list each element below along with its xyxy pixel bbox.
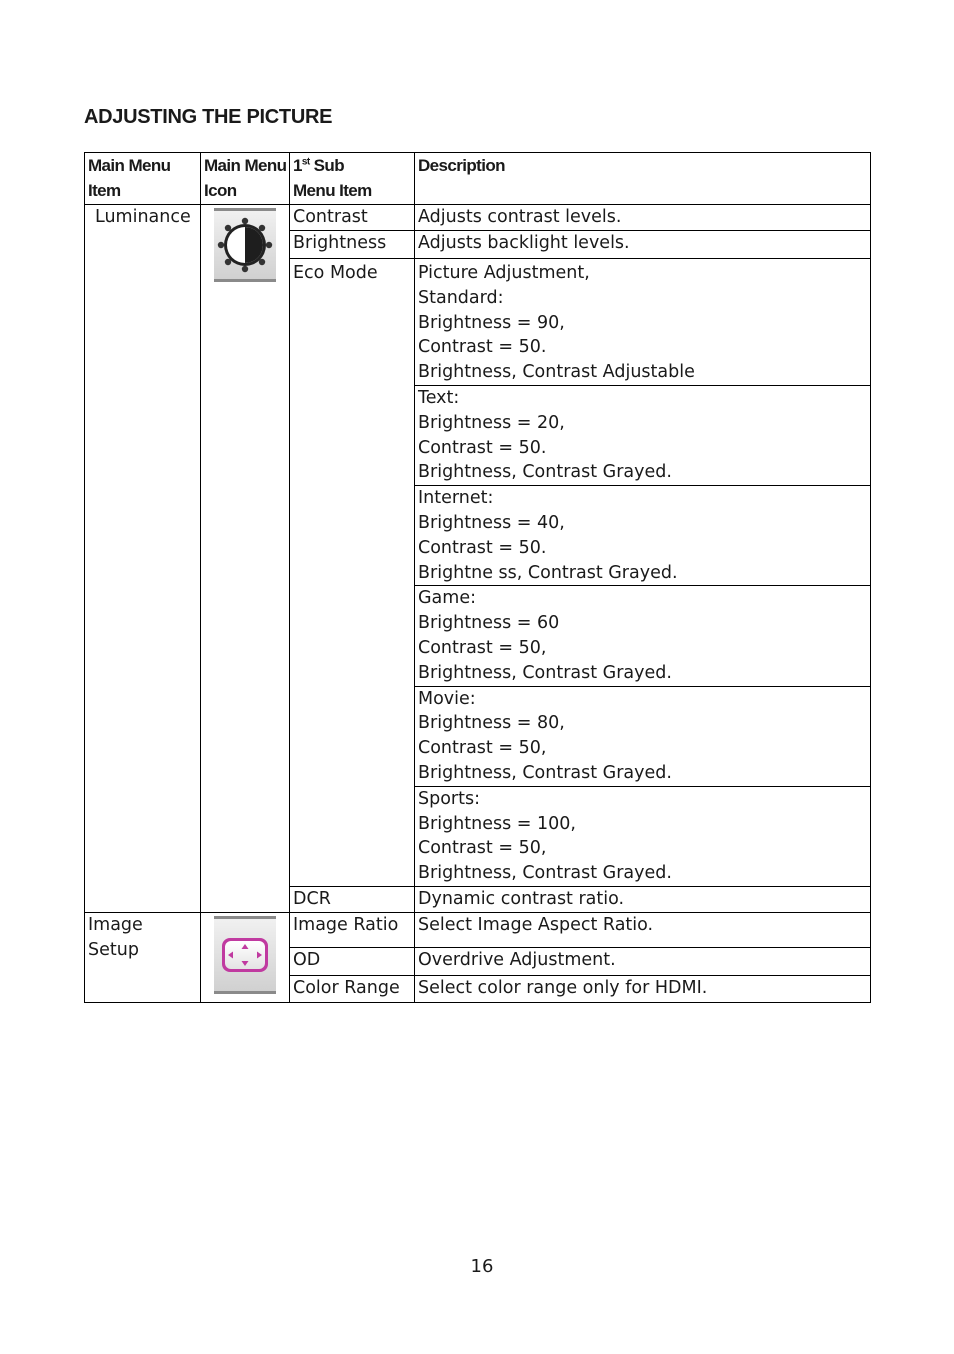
header-text: Icon <box>204 181 237 200</box>
desc-line: Contrast = 50, <box>418 637 547 658</box>
header-main-menu-item <box>85 153 201 205</box>
header-text: Item <box>88 181 121 200</box>
desc-line: Sports: <box>418 788 480 809</box>
image-setup-screen-icon <box>214 916 276 994</box>
desc-line: Brightne ss, Contrast Grayed. <box>418 562 678 583</box>
desc-line: Picture Adjustment, <box>418 263 590 283</box>
desc-line: Contrast = 50. <box>418 337 547 358</box>
table-header-row <box>85 153 871 205</box>
main-menu-label: Setup <box>88 939 139 960</box>
header-text: 1 <box>293 156 302 175</box>
sub-item-brightness: Brightness <box>290 231 415 259</box>
desc-line: Brightness = 90, <box>418 312 565 333</box>
desc-od: Overdrive Adjustment. <box>415 948 871 975</box>
header-text: Main Menu <box>88 156 171 175</box>
sub-item-label: Eco Mode <box>293 263 378 283</box>
page-title: ADJUSTING THE PICTURE <box>84 106 333 128</box>
desc-line: Contrast = 50. <box>418 537 547 558</box>
table-row <box>85 912 871 948</box>
desc-eco-internet <box>415 486 871 586</box>
desc-line: Standard: <box>418 287 504 308</box>
header-description: Description <box>415 153 871 205</box>
picture-settings-table <box>84 152 871 1003</box>
desc-line: Game: <box>418 588 476 609</box>
header-text: Main Menu <box>204 156 287 175</box>
desc-brightness: Adjusts backlight levels. <box>415 231 871 259</box>
sub-item-dcr: DCR <box>290 886 415 912</box>
desc-line: Brightness, Contrast Grayed. <box>418 662 672 683</box>
header-sub-menu-item <box>290 153 415 205</box>
desc-color-range: Select color range only for HDMI. <box>415 975 871 1002</box>
sub-item-eco-mode <box>290 259 415 887</box>
desc-dcr: Dynamic contrast ratio. <box>415 886 871 912</box>
desc-eco-sports <box>415 786 871 886</box>
desc-image-ratio: Select Image Aspect Ratio. <box>415 912 871 948</box>
image-setup-icon-cell <box>201 912 290 1002</box>
desc-line: Text: <box>418 387 460 408</box>
desc-line: Brightness = 40, <box>418 512 565 533</box>
desc-line: Brightness = 60 <box>418 613 560 634</box>
table-row <box>85 205 871 231</box>
main-menu-label: Image <box>88 914 143 935</box>
desc-line: Brightness = 100, <box>418 813 576 834</box>
desc-line: Internet: <box>418 488 494 509</box>
main-menu-image-setup <box>85 912 201 1002</box>
page-number: 16 <box>470 1256 494 1277</box>
header-text: Sub <box>309 156 344 175</box>
desc-line: Movie: <box>418 688 476 709</box>
desc-line: Contrast = 50, <box>418 738 547 759</box>
header-text: Menu Item <box>293 181 372 200</box>
sub-item-image-ratio: Image Ratio <box>290 912 415 948</box>
sub-item-od: OD <box>290 948 415 975</box>
header-superscript: st <box>301 156 310 168</box>
desc-line: Brightness, Contrast Grayed. <box>418 863 672 884</box>
desc-eco-standard <box>415 259 871 386</box>
sub-item-color-range: Color Range <box>290 975 415 1002</box>
desc-line: Contrast = 50, <box>418 838 547 859</box>
desc-line: Brightness = 20, <box>418 412 565 433</box>
header-main-menu-icon <box>201 153 290 205</box>
desc-line: Brightness, Contrast Grayed. <box>418 762 672 783</box>
desc-eco-game <box>415 586 871 686</box>
desc-line: Contrast = 50. <box>418 437 547 458</box>
desc-line: Brightness, Contrast Adjustable <box>418 362 695 383</box>
luminance-icon-cell <box>201 205 290 913</box>
desc-line: Brightness = 80, <box>418 713 565 734</box>
desc-contrast: Adjusts contrast levels. <box>415 205 871 231</box>
sub-item-contrast: Contrast <box>290 205 415 231</box>
contrast-dial-icon <box>214 208 276 282</box>
desc-eco-text <box>415 385 871 485</box>
main-menu-luminance: Luminance <box>85 205 201 913</box>
desc-line: Brightness, Contrast Grayed. <box>418 462 672 483</box>
desc-eco-movie <box>415 686 871 786</box>
